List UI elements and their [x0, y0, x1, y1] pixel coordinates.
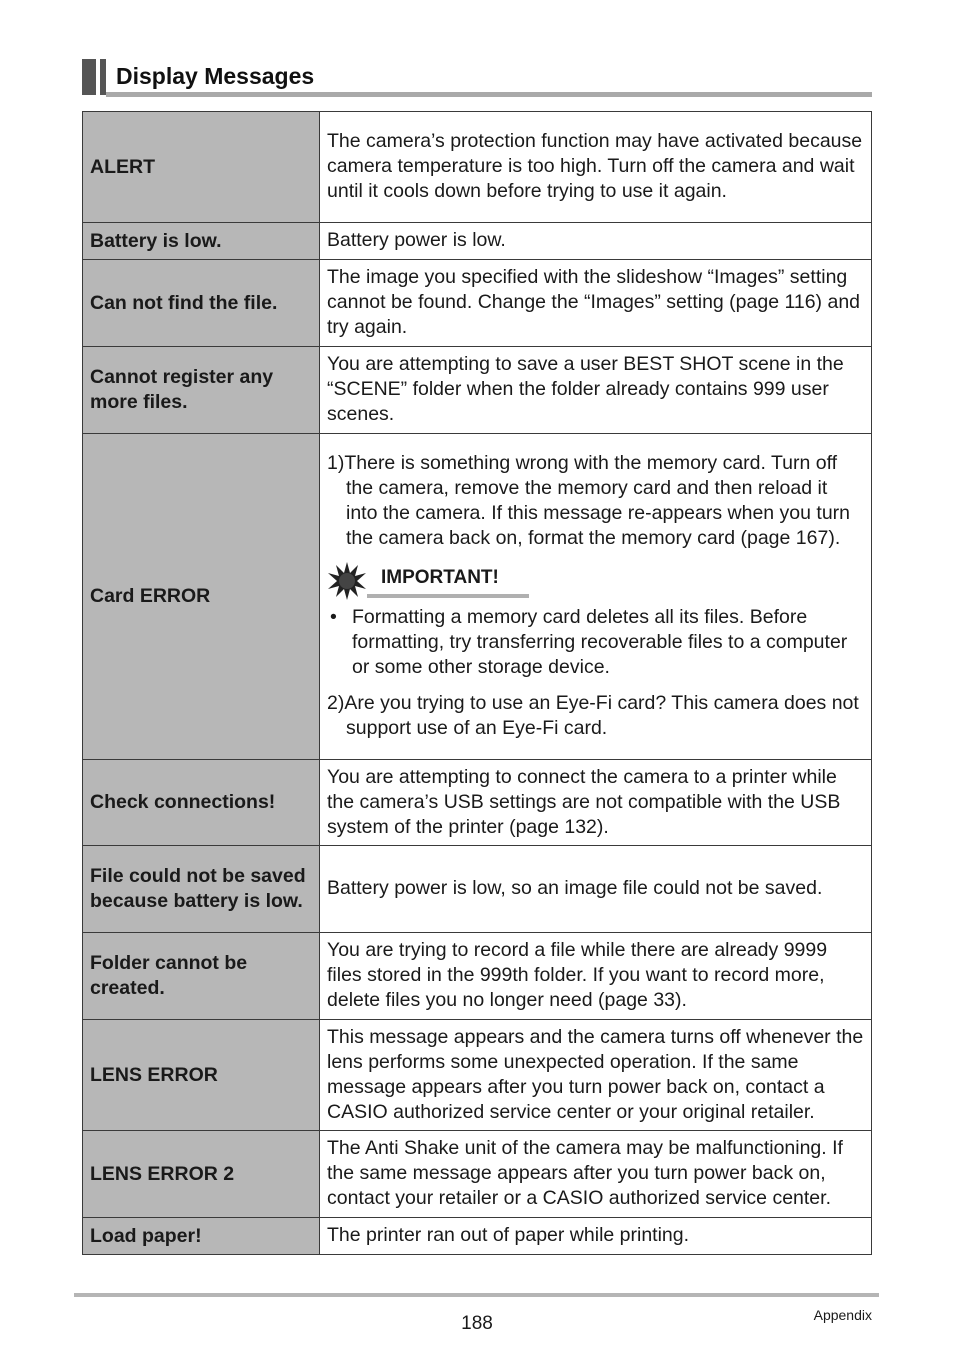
message-description: Battery power is low, so an image file could not be saved. — [320, 846, 872, 933]
message-name: ALERT — [83, 112, 320, 223]
message-name: Check connections! — [83, 760, 320, 846]
table-row — [83, 434, 872, 760]
table-row — [83, 1218, 872, 1255]
table-row — [83, 846, 872, 933]
table-row — [83, 760, 872, 846]
table-row — [83, 933, 872, 1020]
table-row — [83, 223, 872, 260]
message-name: Cannot register any more files. — [83, 347, 320, 434]
message-description — [320, 434, 872, 760]
message-description: The printer ran out of paper while printing. — [320, 1218, 872, 1255]
section-label: Appendix — [813, 1307, 872, 1323]
message-name: Battery is low. — [83, 223, 320, 260]
heading-underline — [106, 92, 872, 97]
message-description: You are attempting to connect the camera to a printer while the camera’s USB settings are not compatible with the USB system of the printer (page 132). — [320, 760, 872, 846]
heading-marker-bar — [82, 59, 96, 95]
message-name: Folder cannot be created. — [83, 933, 320, 1020]
table-row — [83, 1020, 872, 1131]
message-name: LENS ERROR 2 — [83, 1131, 320, 1218]
important-callout — [327, 561, 864, 599]
heading-marker-bar-thin — [100, 59, 106, 95]
message-description: You are attempting to save a user BEST SHOT scene in the “SCENE” folder when the folder already contains 999 user scenes. — [320, 347, 872, 434]
message-description: This message appears and the camera turns off whenever the lens performs some unexpected operation. If the same message appears after you turn power back on, contact a CASIO authorized service center or your original retailer. — [320, 1020, 872, 1131]
footer-divider — [74, 1293, 879, 1297]
page-title: Display Messages — [116, 63, 315, 89]
table-row — [83, 347, 872, 434]
message-description: Battery power is low. — [320, 223, 872, 260]
display-messages-table — [82, 111, 872, 1255]
important-burst-icon — [327, 561, 367, 601]
message-description: The image you specified with the slideshow “Images” setting cannot be found. Change the “Images” setting (page 116) and try again. — [320, 260, 872, 347]
message-name: Load paper! — [83, 1218, 320, 1255]
message-description: You are trying to record a file while there are already 9999 files stored in the 999th folder. If you want to record more, delete files you no longer need (page 33). — [320, 933, 872, 1020]
message-name: LENS ERROR — [83, 1020, 320, 1131]
message-description: The camera’s protection function may have activated because camera temperature is too high. Turn off the camera and wait until it cools down before trying to use it again. — [320, 112, 872, 223]
section-heading — [82, 59, 872, 97]
numbered-item: 1)There is something wrong with the memory card. Turn off the camera, remove the memory card and then reload it into the camera. If this message re-appears when you turn the camera back on, format the memory card (page 167). — [327, 452, 851, 549]
table-row — [83, 112, 872, 223]
message-name: Card ERROR — [83, 434, 320, 760]
important-label: IMPORTANT! — [381, 567, 499, 588]
bullet-item — [327, 605, 864, 680]
important-underline — [367, 594, 529, 598]
table-row — [83, 260, 872, 347]
message-description: The Anti Shake unit of the camera may be malfunctioning. If the same message appears after you turn power back on, contact your retailer or a CASIO authorized service center. — [320, 1131, 872, 1218]
message-name: Can not find the file. — [83, 260, 320, 347]
bullet-text: Formatting a memory card deletes all its files. Before formatting, try transferring recoverable files to a computer or some other storage device. — [352, 606, 848, 678]
page-number: 188 — [461, 1313, 493, 1334]
table-row — [83, 1131, 872, 1218]
numbered-item: 2)Are you trying to use an Eye-Fi card? This camera does not support use of an Eye-Fi card. — [327, 692, 859, 739]
message-name: File could not be saved because battery is low. — [83, 846, 320, 933]
bullet-dot-icon: • — [330, 606, 337, 628]
